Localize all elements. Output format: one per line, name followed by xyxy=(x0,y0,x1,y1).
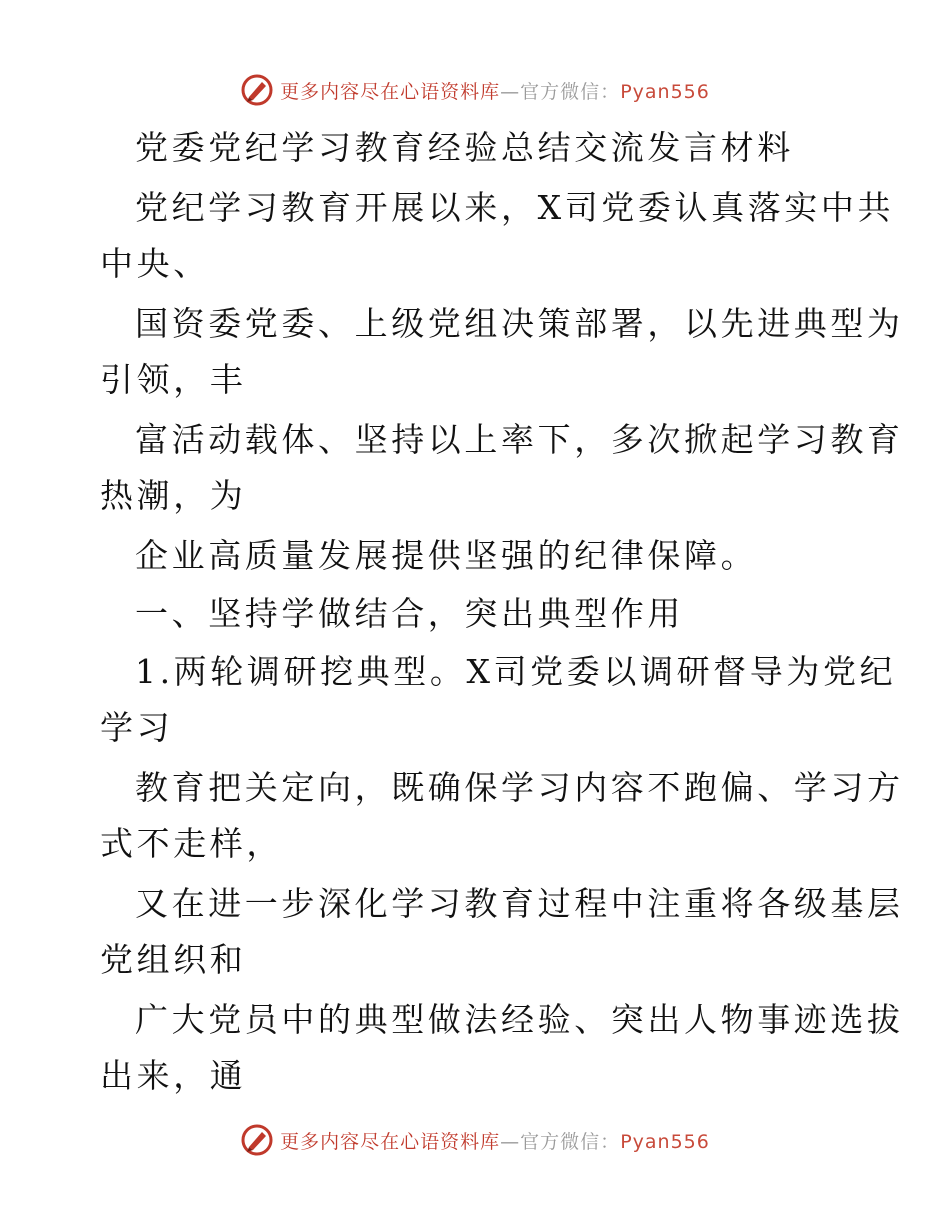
pen-logo-icon xyxy=(240,73,274,107)
paragraph-line: 广大党员中的典型做法经验、突出人物事迹选拔 xyxy=(135,1000,904,1039)
paragraph-line: 出来，通 xyxy=(100,1056,247,1095)
paragraph-line: 国资委党委、上级党组决策部署，以先进典型为 xyxy=(135,304,904,343)
footer-watermark xyxy=(0,1120,950,1160)
header-watermark xyxy=(0,70,950,110)
section-heading: 一、坚持学做结合，突出典型作用 xyxy=(135,594,684,633)
paragraph-line: 热潮，为 xyxy=(100,476,247,515)
watermark-text: 更多内容尽在心语资料库—官方微信：Pyan556 xyxy=(280,80,710,103)
paragraph-line: 富活动载体、坚持以上率下，多次掀起学习教育 xyxy=(135,420,904,459)
paragraph-line: 党组织和 xyxy=(100,940,247,979)
paragraph-line: 又在进一步深化学习教育过程中注重将各级基层 xyxy=(135,884,904,923)
paragraph-line: 党纪学习教育开展以来，X司党委认真落实中共 xyxy=(135,188,895,227)
pen-logo-icon xyxy=(240,1123,274,1157)
paragraph-line: 中央、 xyxy=(100,244,210,283)
paragraph-line: 教育把关定向，既确保学习内容不跑偏、学习方 xyxy=(135,768,904,807)
paragraph-line: 引领，丰 xyxy=(100,360,247,399)
paragraph-line: 式不走样， xyxy=(100,824,283,863)
paragraph-line: 1.两轮调研挖典型。X司党委以调研督导为党纪 xyxy=(135,652,897,691)
paragraph-line: 学习 xyxy=(100,708,174,747)
paragraph-line: 企业高质量发展提供坚强的纪律保障。 xyxy=(135,536,758,575)
watermark-text: 更多内容尽在心语资料库—官方微信：Pyan556 xyxy=(280,1130,710,1153)
document-title: 党委党纪学习教育经验总结交流发言材料 xyxy=(135,128,794,167)
